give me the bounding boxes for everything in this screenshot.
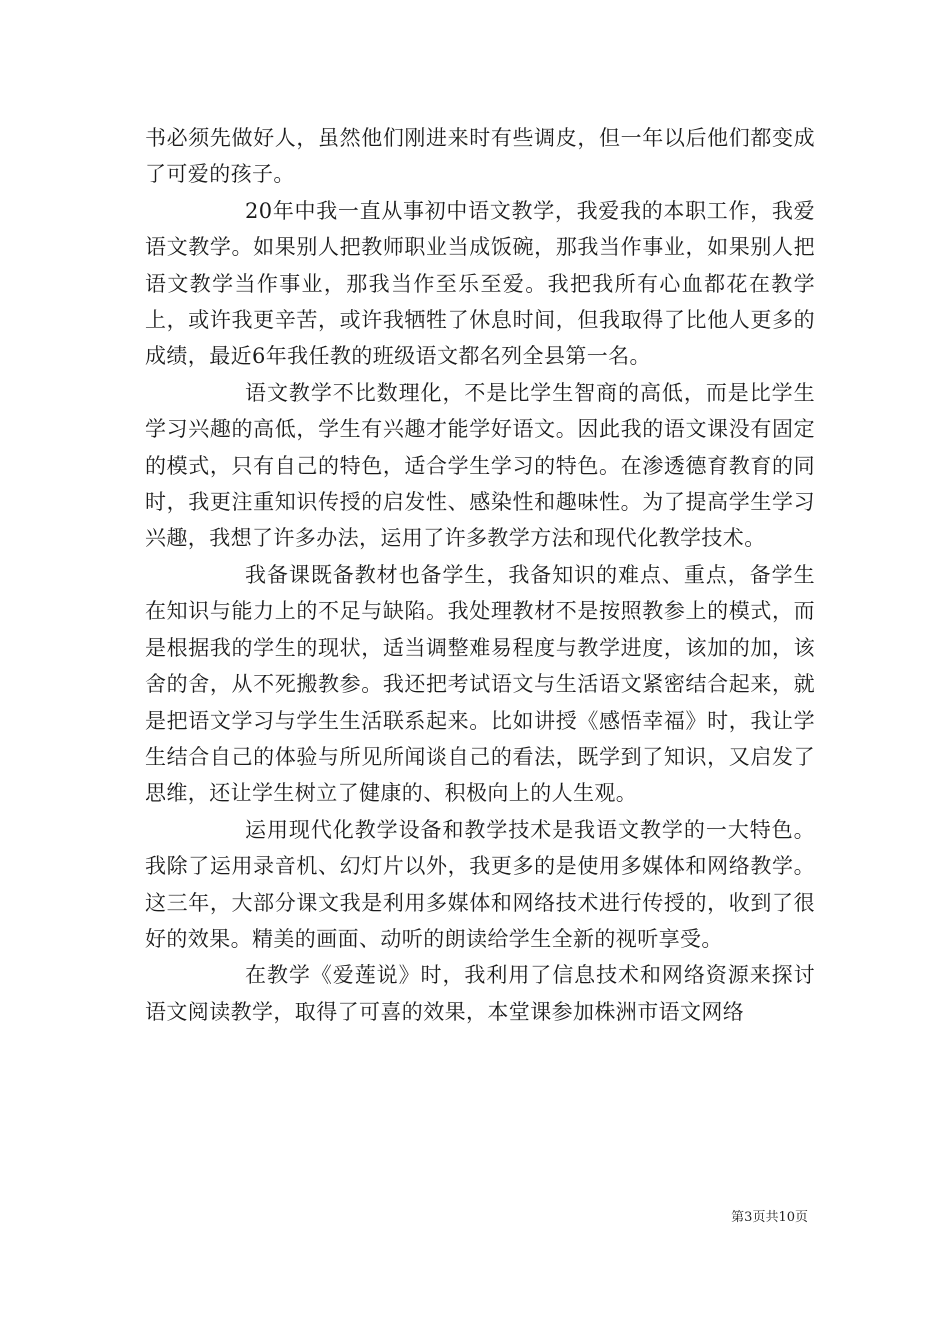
page-number-footer: 第3页共10页	[731, 1210, 808, 1225]
paragraph-ailianshuo-lesson: 在教学《爱莲说》时，我利用了信息技术和网络资源来探讨语文阅读教学，取得了可喜的效果，本堂课参加株洲市语文网络	[145, 963, 815, 1024]
paragraph-continuation: 书必须先做好人，虽然他们刚进来时有些调皮，但一年以后他们都变成了可爱的孩子。	[145, 126, 815, 187]
paragraph-lesson-preparation: 我备课既备教材也备学生，我备知识的难点、重点，备学生在知识与能力上的不足与缺陷。我处理教材不是按照教参上的模式，而是根据我的学生的现状，适当调整难易程度与教学进度，该加的加，该舍的舍，从不死搬教参。我还把考试语文与生活语文紧密结合起来，就是把语文学习与学生生活联系起来。比如讲授《感悟幸福》时，我让学生结合自己的体验与所见所闻谈自己的看法，既学到了知识，又启发了思维，还让学生树立了健康的、积极向上的人生观。	[145, 562, 815, 806]
document-body	[145, 120, 815, 1030]
paragraph-modern-technology: 运用现代化教学设备和教学技术是我语文教学的一大特色。我除了运用录音机、幻灯片以外，我更多的是使用多媒体和网络教学。这三年，大部分课文我是利用多媒体和网络技术进行传授的，收到了很好的效果。精美的画面、动听的朗读给学生全新的视听享受。	[145, 817, 815, 951]
paragraph-teaching-career: 20年中我一直从事初中语文教学，我爱我的本职工作，我爱语文教学。如果别人把教师职业当成饭碗，那我当作事业，如果别人把语文教学当作事业，那我当作至乐至爱。我把我所有心血都花在教学上，或许我更辛苦，或许我牺牲了休息时间，但我取得了比他人更多的成绩，最近6年我任教的班级语文都名列全县第一名。	[145, 198, 815, 369]
paragraph-learning-interest: 语文教学不比数理化，不是比学生智商的高低，而是比学生学习兴趣的高低，学生有兴趣才能学好语文。因此我的语文课没有固定的模式，只有自己的特色，适合学生学习的特色。在渗透德育教育的同时，我更注重知识传授的启发性、感染性和趣味性。为了提高学生学习兴趣，我想了许多办法，运用了许多教学方法和现代化教学技术。	[145, 380, 815, 551]
